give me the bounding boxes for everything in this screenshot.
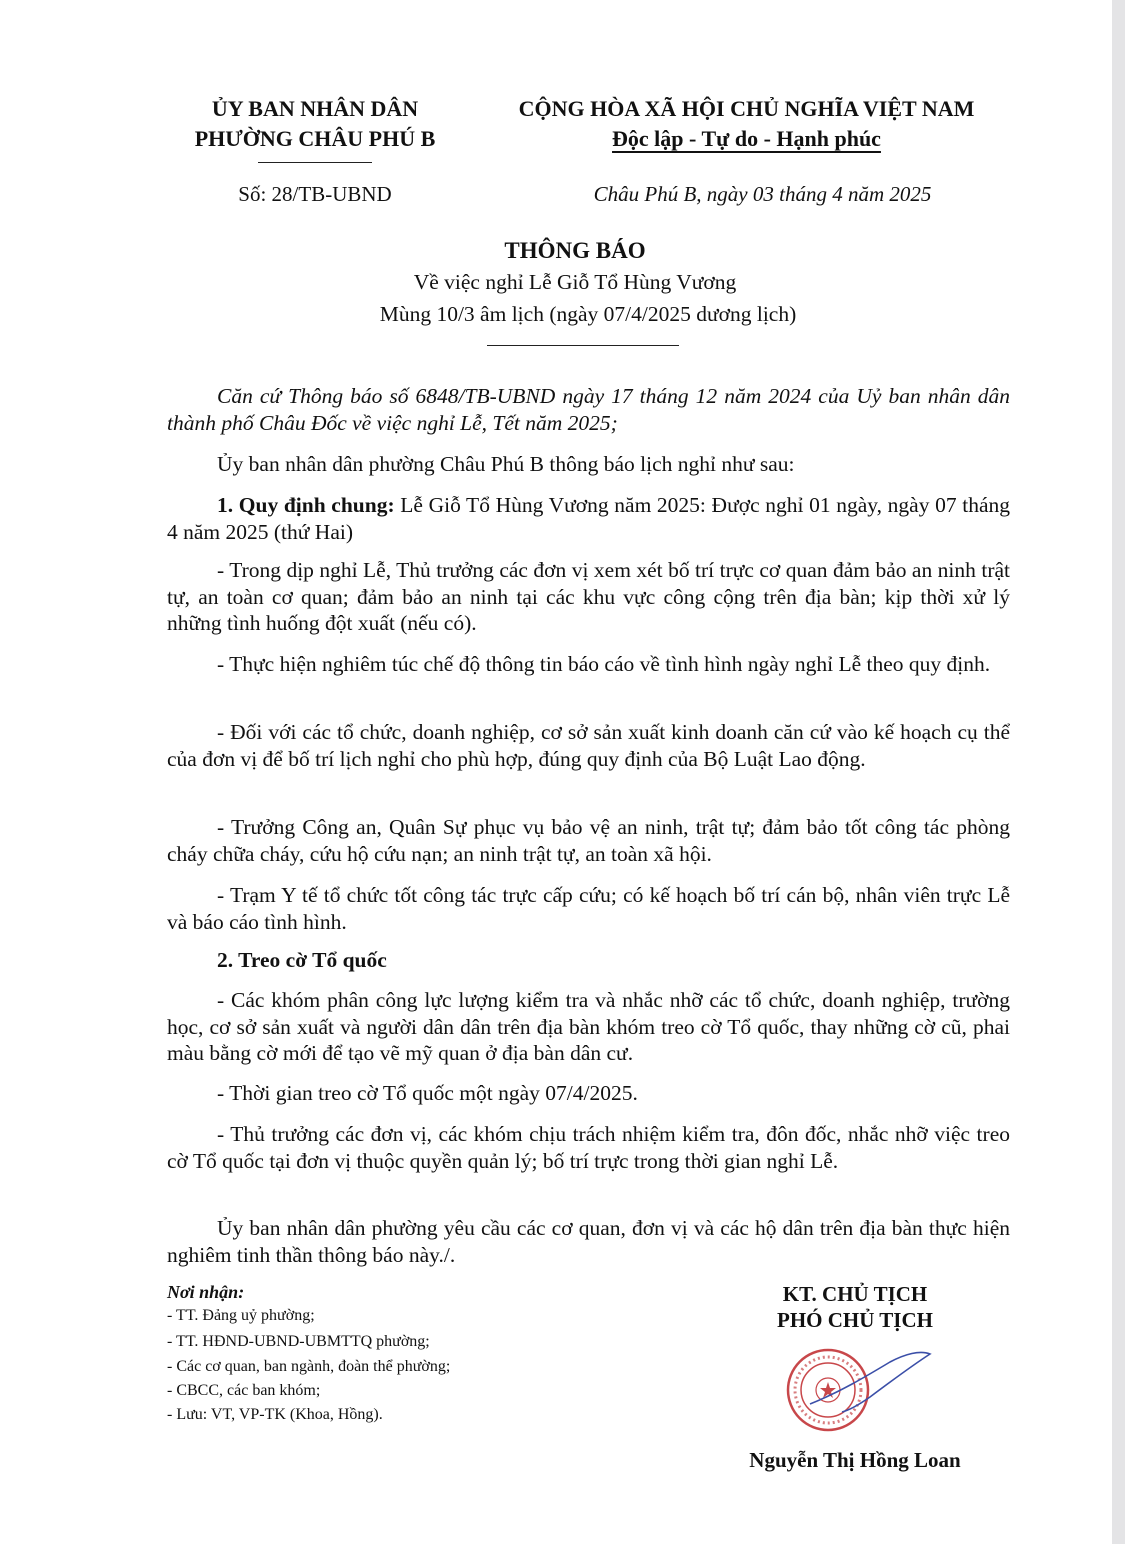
nation-title: CỘNG HÒA XÃ HỘI CHỦ NGHĨA VIỆT NAM — [518, 96, 975, 121]
closing-paragraph: Ủy ban nhân dân phường yêu cầu các cơ quan, đơn vị và các hộ dân trên địa bàn thực hiện nghiêm tinh thần thông báo này./. — [167, 1216, 1010, 1267]
recipient-item: - Các cơ quan, ban ngành, đoàn thể phường; — [167, 1358, 451, 1375]
legal-basis-paragraph: Căn cứ Thông báo số 6848/TB-UBND ngày 17 tháng 12 năm 2024 của Uỷ ban nhân dân thành phố Châu Đốc về việc nghỉ Lễ, Tết năm 2025; — [167, 384, 1010, 435]
recipient-item: - TT. HĐND-UBND-UBMTTQ phường; — [167, 1333, 430, 1350]
section-2-bullet-3: - Thủ trưởng các đơn vị, các khóm chịu trách nhiệm kiểm tra, đôn đốc, nhắc nhỡ việc treo cờ Tổ quốc tại đơn vị thuộc quyền quản lý; bố trí trực trong thời gian nghỉ Lễ. — [167, 1122, 1010, 1173]
official-seal — [788, 1350, 868, 1430]
signer-name: Nguyễn Thị Hồng Loan — [749, 1448, 961, 1472]
page-edge — [1112, 0, 1125, 1544]
section-1-bullet-4: - Trưởng Công an, Quân Sự phục vụ bảo vệ an ninh, trật tự; đảm bảo tốt công tác phòng cháy chữa cháy, cứu hộ cứu nạn; an ninh trật tự, an toàn xã hội. — [167, 815, 1010, 866]
org-name-line1: ỦY BAN NHÂN DÂN — [211, 96, 419, 121]
signature-title-1: KT. CHỦ TỊCH — [782, 1282, 928, 1306]
document-number: Số: 28/TB-UBND — [238, 182, 392, 206]
section-2-bullet-1: - Các khóm phân công lực lượng kiểm tra và nhắc nhỡ các tổ chức, doanh nghiệp, trường học, cơ sở sản xuất và người dân dân trên địa bàn khóm treo cờ Tổ quốc, thay những cờ cũ, phai màu bằng cờ mới để tạo vẽ mỹ quan ở địa bàn dân cư. — [167, 988, 1010, 1065]
official-seal-and-signature — [770, 1342, 970, 1442]
section-1-bullet-2: - Thực hiện nghiêm túc chế độ thông tin báo cáo về tình hình ngày nghỉ Lễ theo quy định. — [217, 652, 991, 676]
section-1-heading: 1. Quy định chung: — [217, 493, 395, 517]
section-1-bullet-1: - Trong dịp nghỉ Lễ, Thủ trưởng các đơn vị xem xét bố trí trực cơ quan đảm bảo an ninh trật tự, an toàn cơ quan; đảm bảo an ninh tại các khu vực công cộng trên địa bàn; kịp thời xử lý những tình huống đột xuất (nếu có). — [167, 558, 1010, 635]
document-title: THÔNG BÁO — [504, 238, 646, 263]
document-subtitle-2: Mùng 10/3 âm lịch (ngày 07/4/2025 dương lịch) — [379, 302, 797, 326]
section-1-bullet-3: - Đối với các tổ chức, doanh nghiệp, cơ sở sản xuất kinh doanh căn cứ vào kế hoạch cụ thể của đơn vị để bố trí lịch nghỉ cho phù hợp, đúng quy định của Bộ Luật Lao động. — [167, 720, 1010, 771]
signature-title-2: PHÓ CHỦ TỊCH — [777, 1308, 933, 1332]
document-subtitle-1: Về việc nghỉ Lễ Giỗ Tổ Hùng Vương — [413, 270, 737, 294]
section-2-heading: 2. Treo cờ Tổ quốc — [217, 948, 387, 972]
org-name-line2: PHƯỜNG CHÂU PHÚ B — [194, 126, 436, 151]
recipients-label: Nơi nhận: — [167, 1282, 245, 1302]
section-1-bullet-5: - Trạm Y tế tổ chức tốt công tác trực cấp cứu; có kế hoạch bố trí cán bộ, nhân viên trực Lễ và báo cáo tình hình. — [167, 883, 1010, 934]
intro-paragraph: Ủy ban nhân dân phường Châu Phú B thông báo lịch nghỉ như sau: — [217, 452, 795, 476]
section-1-paragraph — [167, 492, 1010, 545]
place-date: Châu Phú B, ngày 03 tháng 4 năm 2025 — [593, 182, 932, 206]
section-1-text: Lễ Giỗ Tổ Hùng Vương năm 2025: Được nghỉ 01 ngày, ngày 07 tháng 4 năm 2025 (thứ Hai) — [167, 493, 1010, 544]
section-2-bullet-2: - Thời gian treo cờ Tổ quốc một ngày 07/4/2025. — [217, 1081, 638, 1105]
org-underline — [258, 162, 372, 163]
title-underline — [487, 345, 679, 346]
recipient-item: - CBCC, các ban khóm; — [167, 1382, 321, 1399]
recipient-item: - TT. Đảng uỷ phường; — [167, 1307, 315, 1324]
nation-motto: Độc lập - Tự do - Hạnh phúc — [612, 126, 881, 151]
recipient-item: - Lưu: VT, VP-TK (Khoa, Hồng). — [167, 1406, 383, 1423]
